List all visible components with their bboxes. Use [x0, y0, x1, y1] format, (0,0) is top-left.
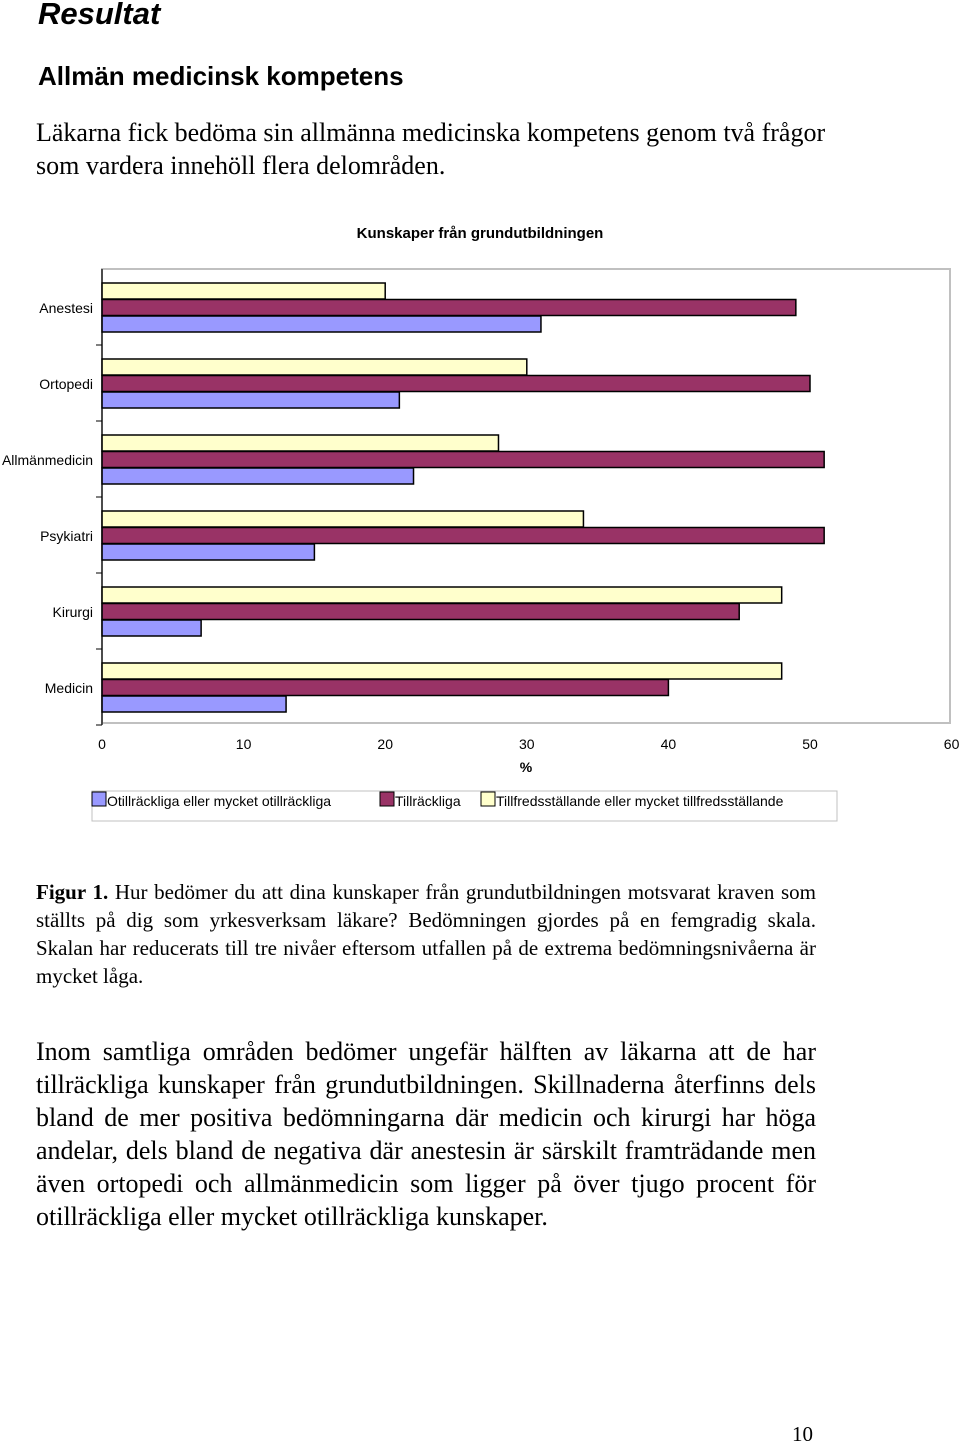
- bar-anestesi-series-1: [102, 300, 796, 316]
- legend-label: Tillräckliga: [395, 793, 461, 809]
- figure-caption: [36, 878, 816, 990]
- bar-psykiatri-series-0: [102, 544, 314, 560]
- y-tick-label: Medicin: [44, 680, 93, 696]
- figure-label: Figur 1.: [36, 880, 109, 904]
- chart-title: Kunskaper från grundutbildningen: [356, 225, 604, 242]
- bar-chart: [0, 215, 960, 825]
- x-tick-label: 10: [235, 736, 252, 752]
- bar-allmänmedicin-series-0: [102, 468, 414, 484]
- intro-paragraph: Läkarna fick bedöma sin allmänna medicinska kompetens genom två frågor som vardera innehöll flera delområden.: [36, 118, 826, 180]
- chart-legend: [92, 791, 837, 821]
- bar-ortopedi-series-1: [102, 376, 810, 392]
- x-tick-label: 20: [377, 736, 393, 752]
- bar-psykiatri-series-2: [102, 511, 583, 527]
- legend-label: Tillfredsställande eller mycket tillfredsställande: [496, 793, 784, 809]
- x-tick-label: 0: [98, 736, 106, 752]
- bar-medicin-series-2: [102, 663, 782, 679]
- bar-medicin-series-1: [102, 680, 668, 696]
- bar-anestesi-series-2: [102, 283, 385, 299]
- legend-swatch: [380, 792, 394, 806]
- body-paragraph: Inom samtliga områden bedömer ungefär hälften av läkarna att de har tillräckliga kunskaper från grundutbildningen. Skillnaderna återfinns dels bland de mer positiva bedömningarna där medicin och kirurgi har höga andelar, dels bland de negativa där anestesin är särskilt framträdande men även ortopedi och allmänmedicin som ligger på över tjugo procent för otillräckliga eller mycket otillräckliga kunskaper.: [36, 1037, 816, 1231]
- bar-psykiatri-series-1: [102, 528, 824, 544]
- legend-label: Otillräckliga eller mycket otillräckliga: [107, 793, 332, 809]
- bar-medicin-series-0: [102, 696, 286, 712]
- x-tick-label: 30: [519, 736, 535, 752]
- bar-ortopedi-series-0: [102, 392, 399, 408]
- legend-swatch: [481, 792, 495, 806]
- legend-swatch: [92, 792, 106, 806]
- plot-area: [102, 269, 950, 723]
- x-tick-label: 50: [802, 736, 818, 752]
- bar-anestesi-series-0: [102, 316, 541, 332]
- y-tick-label: Ortopedi: [39, 376, 93, 392]
- bar-kirurgi-series-2: [102, 587, 782, 603]
- page-number: 10: [792, 1422, 813, 1446]
- figure-caption-text: Hur bedömer du att dina kunskaper från grundutbildningen motsvarat kraven som ställts på dig som yrkesverksam läkare? Bedömningen gjordes på en femgradig skala. Skalan har reducerats till tre nivåer eftersom utfallen på de extrema bedömningsnivåerna är mycket låga.: [36, 880, 816, 988]
- x-tick-label: 40: [660, 736, 677, 752]
- bar-kirurgi-series-0: [102, 620, 201, 636]
- section-heading: Allmän medicinsk kompetens: [38, 61, 404, 91]
- bar-ortopedi-series-2: [102, 359, 527, 375]
- x-tick-label: 60: [943, 736, 960, 752]
- y-tick-label: Anestesi: [39, 300, 93, 316]
- y-tick-label: Allmänmedicin: [1, 452, 93, 468]
- y-tick-label: Kirurgi: [52, 604, 93, 620]
- bar-allmänmedicin-series-1: [102, 452, 824, 468]
- bar-allmänmedicin-series-2: [102, 435, 498, 451]
- page-heading: Resultat: [38, 0, 161, 31]
- x-axis-label: %: [519, 759, 533, 775]
- bar-kirurgi-series-1: [102, 604, 739, 620]
- y-tick-label: Psykiatri: [40, 528, 93, 544]
